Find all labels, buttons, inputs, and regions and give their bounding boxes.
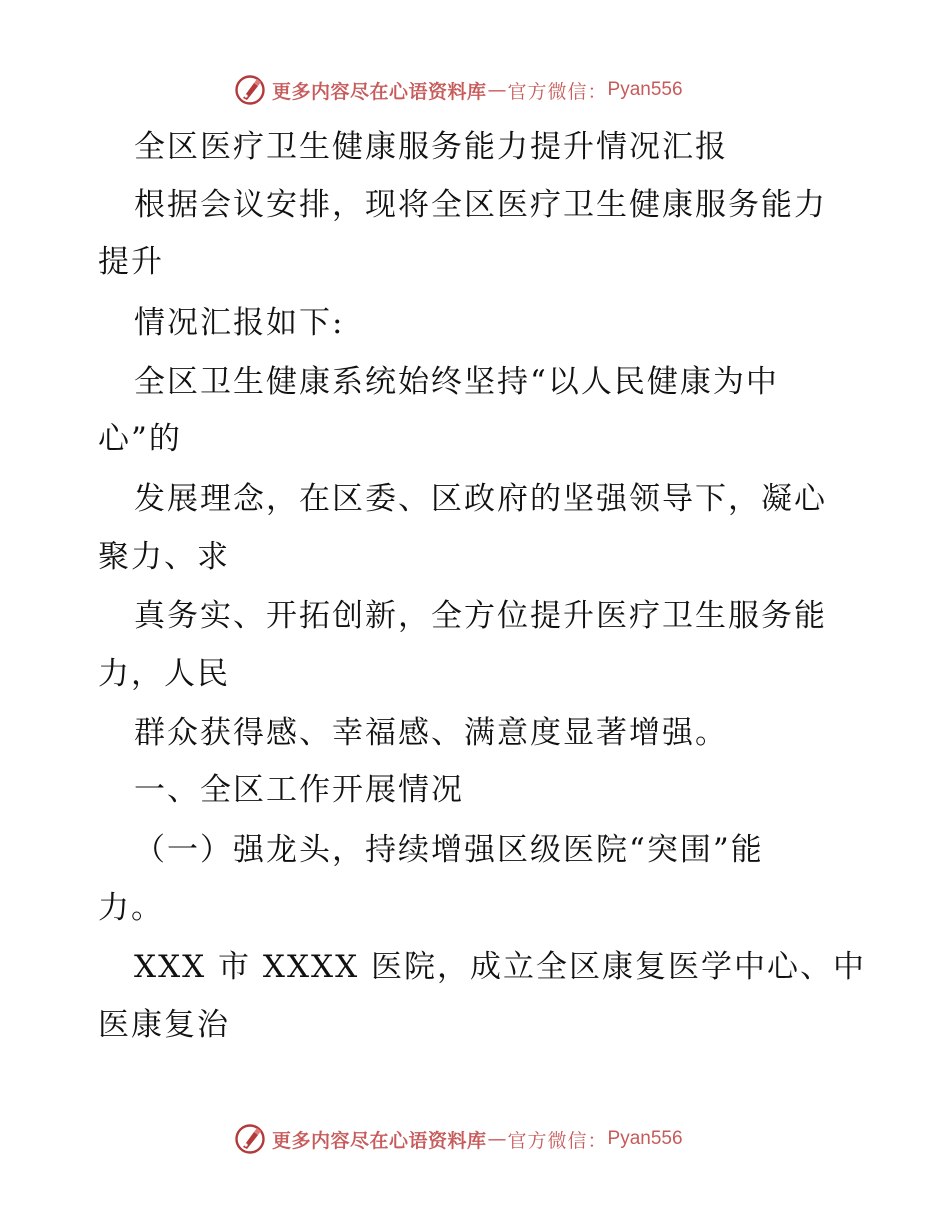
paragraph-line: 力，人民 [98,656,230,692]
paragraph-line: 医康复治 [98,1007,230,1043]
paragraph-line: 群众获得感、幸福感、满意度显著增强。 [134,715,728,751]
watermark-wechat-id: Pyan556 [607,1128,683,1149]
pen-logo-icon [234,1123,266,1155]
section-heading: 一、全区工作开展情况 [134,772,464,808]
paragraph-line: 根据会议安排，现将全区医疗卫生健康服务能力 [134,187,827,223]
document-title: 全区医疗卫生健康服务能力提升情况汇报 [134,129,728,165]
watermark-main-text: 更多内容尽在心语资料库 [272,1129,487,1152]
paragraph-line: 力。 [98,890,164,926]
subsection-heading: （一）强龙头，持续增强区级医院“突围”能 [134,832,764,868]
paragraph-line: 聚力、求 [98,539,230,575]
paragraph-line: 情况汇报如下: [134,305,345,341]
watermark-official-label: 官方微信： [507,1129,608,1152]
pen-logo-icon [234,74,266,106]
watermark-separator: — [487,1128,507,1150]
footer-watermark [234,1122,683,1156]
paragraph-line: 提升 [98,244,164,280]
paragraph-line: 全区卫生健康系统始终坚持“以人民健康为中 [134,364,779,400]
watermark-main-text: 更多内容尽在心语资料库 [272,80,487,103]
paragraph-line: XXX 市 XXXX 医院，成立全区康复医学中心、中 [134,949,867,985]
paragraph-line: 心”的 [98,421,182,457]
paragraph-line: 真务实、开拓创新，全方位提升医疗卫生服务能 [134,598,827,634]
paragraph-line: 发展理念，在区委、区政府的坚强领导下，凝心 [134,481,827,517]
header-watermark [234,73,683,107]
watermark-separator: — [487,79,507,101]
watermark-official-label: 官方微信： [507,80,608,103]
watermark-wechat-id: Pyan556 [607,79,683,100]
